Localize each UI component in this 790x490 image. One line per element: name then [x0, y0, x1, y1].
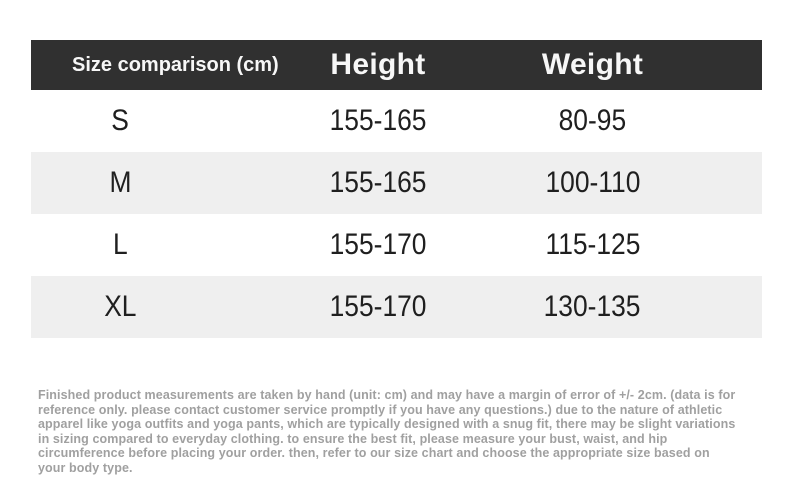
- table-row: [31, 90, 762, 152]
- weight-cell: [547, 166, 762, 200]
- measurement-disclaimer: Finished product measurements are taken by hand (unit: cm) and may have a margin of error of +/- 2cm. (data is for reference only. please contact customer service promptly if you have any questions.) due to the nature of athletic apparel like yoga outfits and yoga pants, which are typically designed with a snug fit, there may be slight variations in sizing compared to everyday clothing. to ensure the best fit, please measure your bust, waist, and hip circumference before placing your order. then, refer to our size chart and choose the appropriate size based on your body type.: [38, 388, 736, 475]
- size-value: M: [109, 166, 131, 199]
- weight-value: 130-135: [544, 290, 641, 323]
- weight-value: 115-125: [545, 228, 640, 261]
- size-cell: [31, 228, 209, 262]
- table-header-row: [31, 40, 762, 90]
- size-cell: [31, 166, 209, 200]
- height-value: 155-165: [329, 104, 427, 137]
- weight-cell: [547, 228, 762, 262]
- table-row: [31, 214, 762, 276]
- table-body: [31, 90, 762, 338]
- height-cell: [209, 166, 547, 200]
- size-cell: [31, 104, 209, 138]
- height-cell: [209, 228, 547, 262]
- header-height-label: Height: [330, 48, 426, 81]
- height-cell: [209, 290, 547, 324]
- header-size-comparison-label: Size comparison (cm): [72, 53, 279, 76]
- height-value: 155-165: [329, 166, 427, 199]
- table-row: [31, 152, 762, 214]
- size-value: S: [111, 104, 129, 137]
- height-value: 155-170: [329, 290, 427, 323]
- weight-cell: [547, 104, 762, 138]
- weight-value: 80-95: [558, 104, 627, 137]
- size-value: XL: [103, 290, 137, 323]
- size-value: L: [112, 228, 128, 261]
- table-row: [31, 276, 762, 338]
- height-value: 155-170: [329, 228, 427, 261]
- weight-value: 100-110: [545, 166, 640, 199]
- header-weight-label: Weight: [541, 48, 644, 81]
- header-weight: [541, 48, 762, 82]
- weight-cell: [544, 290, 762, 324]
- height-cell: [209, 104, 547, 138]
- size-cell: [31, 290, 209, 324]
- header-size-comparison: [31, 53, 279, 77]
- size-table: [31, 40, 762, 338]
